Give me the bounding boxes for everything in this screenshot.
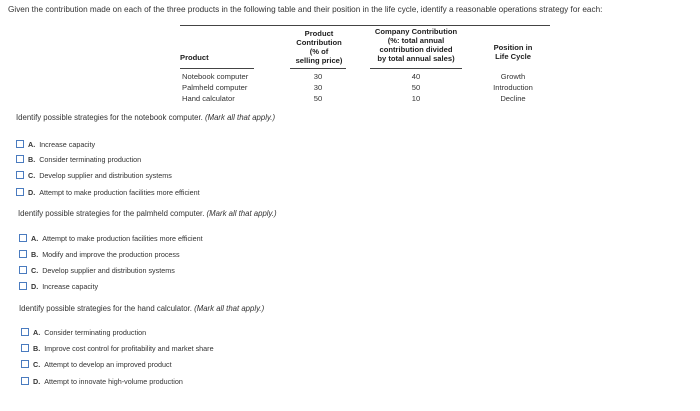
- intro-text: Given the contribution made on each of the three products in the following table and their position in the life cycle, identify a reasonable operations strategy for each:: [8, 5, 603, 14]
- q1-option-c[interactable]: C. Develop supplier and distribution systems: [16, 169, 172, 181]
- q3-option-a[interactable]: A. Consider terminating production: [21, 326, 146, 338]
- q1-option-a[interactable]: A. Increase capacity: [16, 138, 95, 150]
- question-notebook: Identify possible strategies for the notebook computer. (Mark all that apply.): [16, 113, 276, 122]
- checkbox[interactable]: [16, 171, 24, 179]
- q2-option-d[interactable]: D. Increase capacity: [19, 280, 98, 292]
- header-rule-product: [180, 68, 254, 69]
- checkbox[interactable]: [19, 282, 27, 290]
- row-contribution-1: 30: [313, 83, 323, 92]
- row-company-0: 40: [411, 72, 421, 81]
- checkbox[interactable]: [21, 360, 29, 368]
- row-product-2: Hand calculator: [182, 94, 235, 103]
- checkbox[interactable]: [16, 188, 24, 196]
- question-hand-calculator: Identify possible strategies for the hand calculator. (Mark all that apply.): [19, 304, 265, 313]
- table-top-rule: [180, 25, 550, 26]
- q1-option-d[interactable]: D. Attempt to make production facilities more efficient: [16, 186, 200, 198]
- checkbox[interactable]: [21, 377, 29, 385]
- checkbox[interactable]: [21, 328, 29, 336]
- checkbox[interactable]: [16, 140, 24, 148]
- checkbox[interactable]: [21, 344, 29, 352]
- header-company-contribution: Company Contribution (%: total annual contribution divided by total annual sales): [374, 27, 458, 63]
- row-position-0: Growth: [500, 72, 526, 81]
- header-rule-contribution: [290, 68, 346, 69]
- question-palmheld: Identify possible strategies for the palmheld computer. (Mark all that apply.): [18, 209, 277, 218]
- q2-option-c[interactable]: C. Develop supplier and distribution systems: [19, 264, 175, 276]
- row-contribution-0: 30: [313, 72, 323, 81]
- row-company-1: 50: [411, 83, 421, 92]
- checkbox[interactable]: [16, 155, 24, 163]
- q3-option-c[interactable]: C. Attempt to develop an improved product: [21, 358, 172, 370]
- row-position-1: Introduction: [493, 83, 533, 92]
- q1-option-b[interactable]: B. Consider terminating production: [16, 153, 141, 165]
- q3-option-b[interactable]: B. Improve cost control for profitability and market share: [21, 342, 214, 354]
- checkbox[interactable]: [19, 250, 27, 258]
- checkbox[interactable]: [19, 234, 27, 242]
- row-product-0: Notebook computer: [182, 72, 249, 81]
- row-position-2: Decline: [500, 94, 526, 103]
- checkbox[interactable]: [19, 266, 27, 274]
- q2-option-b[interactable]: B. Modify and improve the production process: [19, 248, 180, 260]
- row-contribution-2: 50: [313, 94, 323, 103]
- row-company-2: 10: [411, 94, 421, 103]
- q3-option-d[interactable]: D. Attempt to innovate high-volume production: [21, 375, 183, 387]
- row-product-1: Palmheld computer: [182, 83, 248, 92]
- header-product: Product: [180, 53, 209, 62]
- header-contribution: Product Contribution (% of selling price): [295, 29, 343, 65]
- header-rule-company: [370, 68, 462, 69]
- q2-option-a[interactable]: A. Attempt to make production facilities more efficient: [19, 232, 203, 244]
- header-position: Position in Life Cycle: [493, 43, 533, 61]
